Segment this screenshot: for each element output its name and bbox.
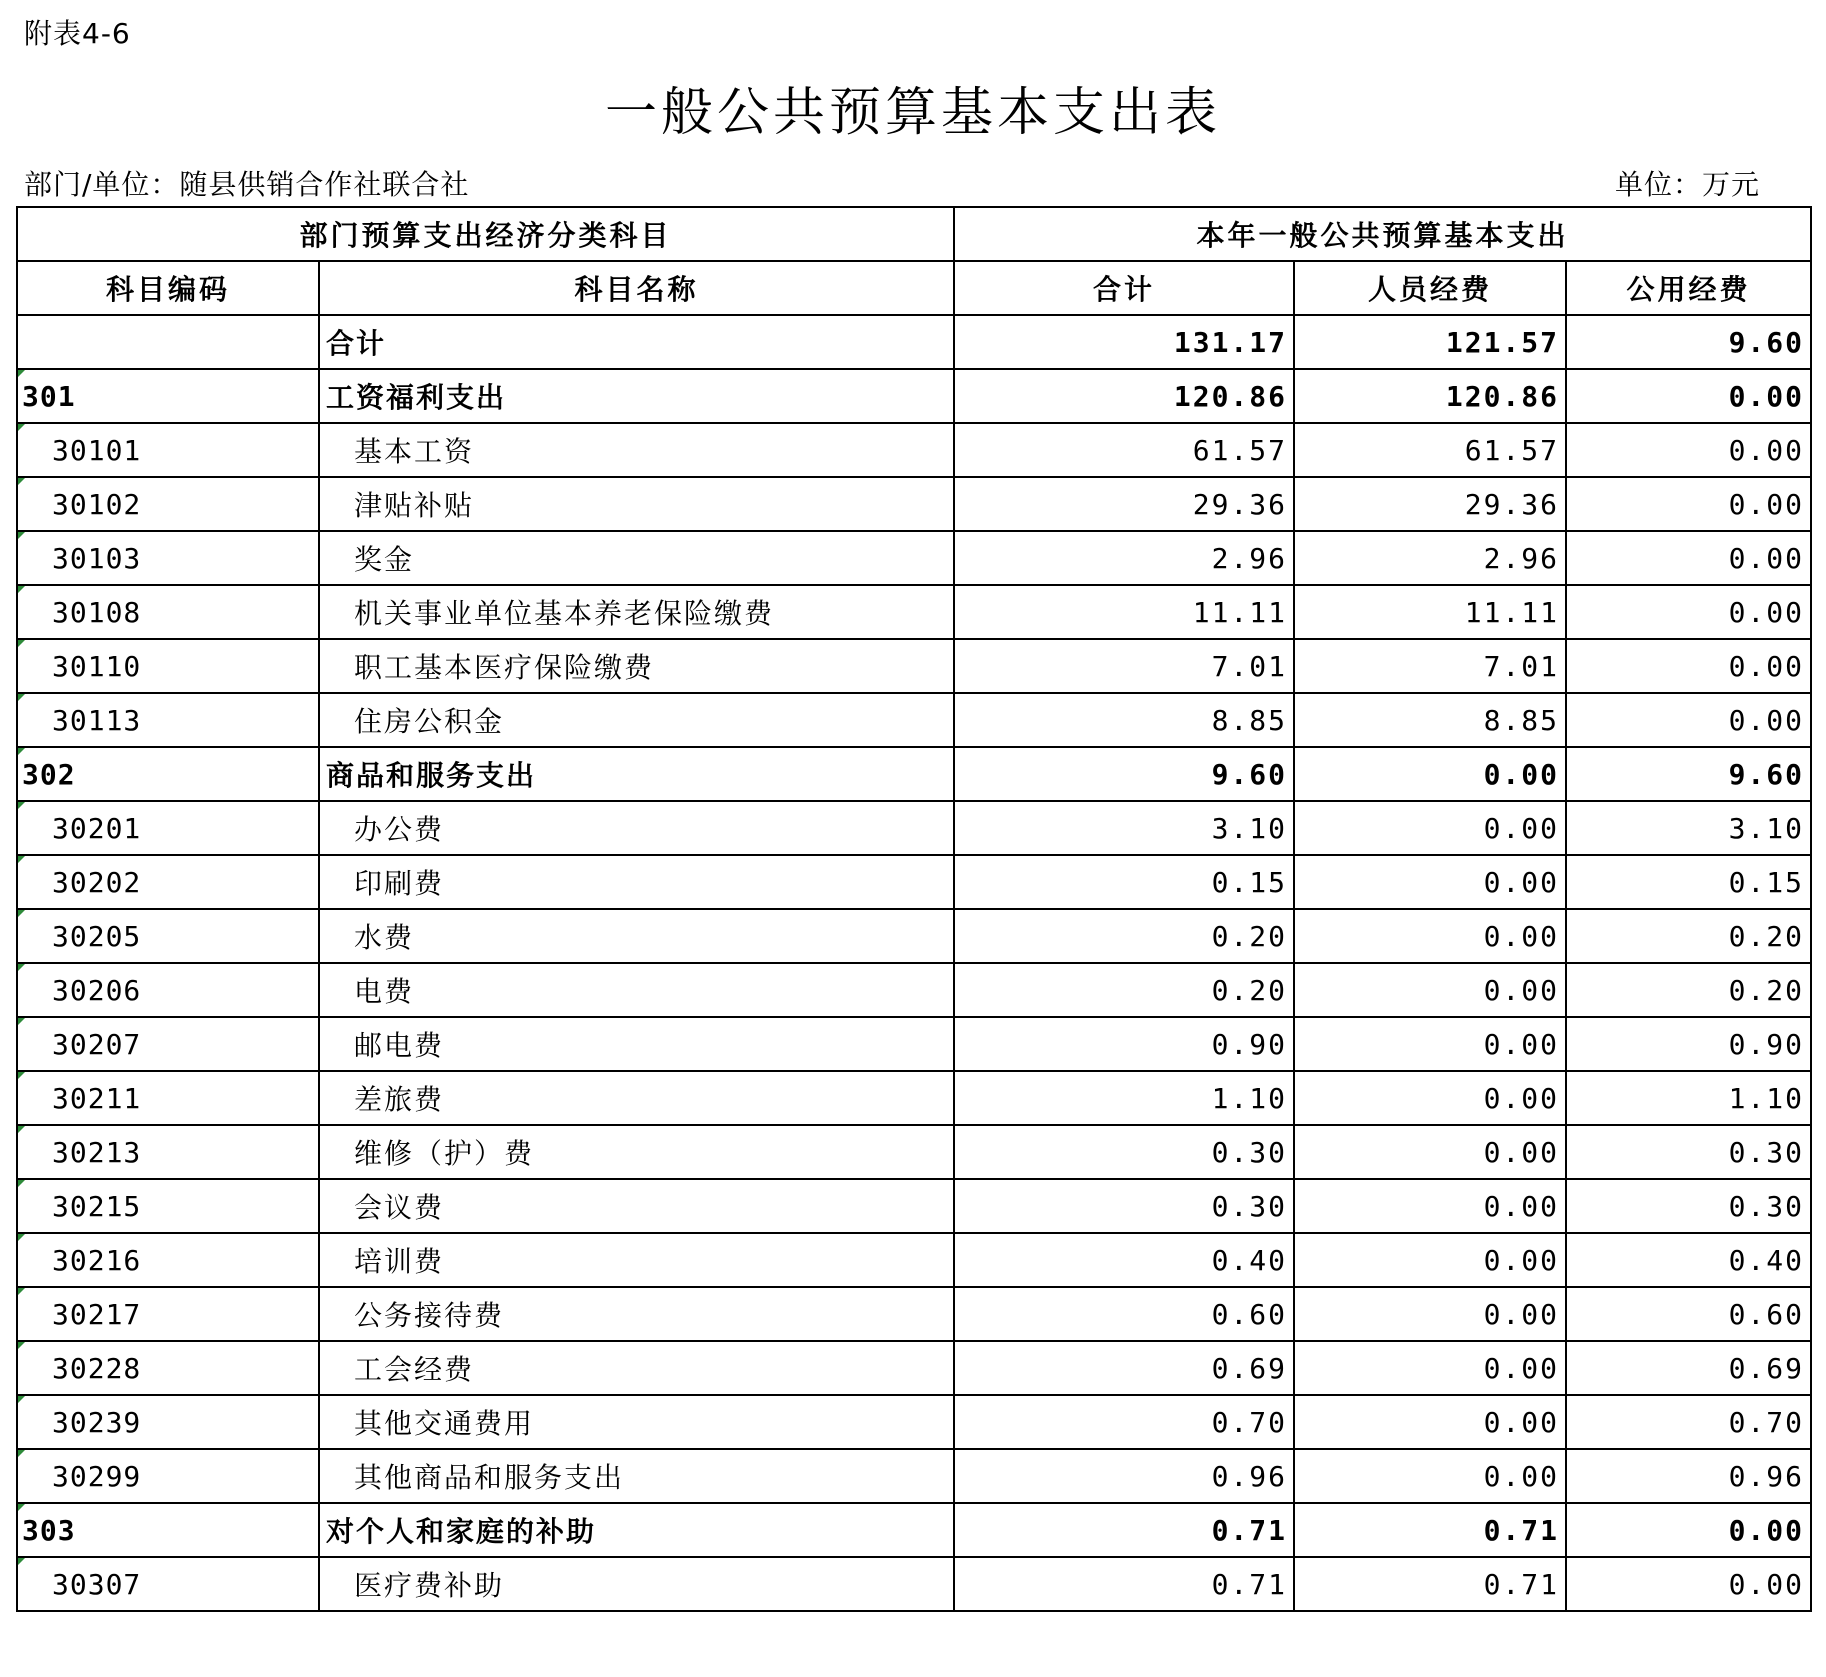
cell-name: 合计 bbox=[319, 315, 954, 369]
cell-total: 1.10 bbox=[954, 1071, 1294, 1125]
cell-code: 30228 bbox=[17, 1341, 319, 1395]
cell-code: 30207 bbox=[17, 1017, 319, 1071]
table-row bbox=[17, 1503, 1811, 1557]
cell-personnel: 0.00 bbox=[1294, 1449, 1566, 1503]
cell-name: 差旅费 bbox=[319, 1071, 954, 1125]
cell-personnel: 0.00 bbox=[1294, 1233, 1566, 1287]
cell-total: 61.57 bbox=[954, 423, 1294, 477]
header-name: 科目名称 bbox=[319, 261, 954, 315]
cell-marker-icon bbox=[18, 1504, 25, 1511]
cell-personnel: 0.00 bbox=[1294, 801, 1566, 855]
cell-public: 0.00 bbox=[1566, 477, 1811, 531]
cell-total: 0.71 bbox=[954, 1503, 1294, 1557]
cell-name: 工会经费 bbox=[319, 1341, 954, 1395]
cell-marker-icon bbox=[18, 424, 25, 431]
cell-code: 30102 bbox=[17, 477, 319, 531]
table-row bbox=[17, 531, 1811, 585]
cell-name: 其他交通费用 bbox=[319, 1395, 954, 1449]
header-code: 科目编码 bbox=[17, 261, 319, 315]
cell-name: 住房公积金 bbox=[319, 693, 954, 747]
cell-marker-icon bbox=[18, 1342, 25, 1349]
cell-name: 工资福利支出 bbox=[319, 369, 954, 423]
cell-total: 3.10 bbox=[954, 801, 1294, 855]
table-row bbox=[17, 1179, 1811, 1233]
table-row bbox=[17, 801, 1811, 855]
cell-code: 30206 bbox=[17, 963, 319, 1017]
cell-public: 9.60 bbox=[1566, 315, 1811, 369]
table-row bbox=[17, 1287, 1811, 1341]
annex-label: 附表4-6 bbox=[24, 17, 131, 50]
cell-total: 0.60 bbox=[954, 1287, 1294, 1341]
cell-marker-icon bbox=[18, 964, 25, 971]
cell-marker-icon bbox=[18, 1018, 25, 1025]
cell-public: 0.30 bbox=[1566, 1125, 1811, 1179]
cell-marker-icon bbox=[18, 1072, 25, 1079]
cell-marker-icon bbox=[18, 640, 25, 647]
table-row bbox=[17, 747, 1811, 801]
cell-public: 0.00 bbox=[1566, 639, 1811, 693]
table-row bbox=[17, 369, 1811, 423]
cell-name: 商品和服务支出 bbox=[319, 747, 954, 801]
cell-name: 会议费 bbox=[319, 1179, 954, 1233]
cell-name: 印刷费 bbox=[319, 855, 954, 909]
cell-name: 邮电费 bbox=[319, 1017, 954, 1071]
table-row bbox=[17, 693, 1811, 747]
cell-total: 0.69 bbox=[954, 1341, 1294, 1395]
cell-marker-icon bbox=[18, 694, 25, 701]
table-body bbox=[17, 315, 1811, 1611]
cell-personnel: 8.85 bbox=[1294, 693, 1566, 747]
page-title: 一般公共预算基本支出表 bbox=[604, 83, 1221, 143]
table-row bbox=[17, 1233, 1811, 1287]
header-personnel: 人员经费 bbox=[1294, 261, 1566, 315]
table-row bbox=[17, 477, 1811, 531]
cell-public: 1.10 bbox=[1566, 1071, 1811, 1125]
cell-marker-icon bbox=[18, 748, 25, 755]
cell-marker-icon bbox=[18, 856, 25, 863]
table-row bbox=[17, 1341, 1811, 1395]
cell-public: 0.20 bbox=[1566, 963, 1811, 1017]
header-group-right: 本年一般公共预算基本支出 bbox=[954, 207, 1811, 261]
header-total: 合计 bbox=[954, 261, 1294, 315]
cell-marker-icon bbox=[18, 370, 25, 377]
cell-name: 对个人和家庭的补助 bbox=[319, 1503, 954, 1557]
cell-code: 30202 bbox=[17, 855, 319, 909]
cell-public: 0.70 bbox=[1566, 1395, 1811, 1449]
cell-total: 2.96 bbox=[954, 531, 1294, 585]
cell-marker-icon bbox=[18, 802, 25, 809]
cell-personnel: 0.00 bbox=[1294, 963, 1566, 1017]
cell-public: 0.15 bbox=[1566, 855, 1811, 909]
cell-marker-icon bbox=[18, 1558, 25, 1565]
cell-marker-icon bbox=[18, 910, 25, 917]
cell-total: 0.30 bbox=[954, 1179, 1294, 1233]
table-row bbox=[17, 1449, 1811, 1503]
cell-personnel: 2.96 bbox=[1294, 531, 1566, 585]
header-group-left: 部门预算支出经济分类科目 bbox=[17, 207, 954, 261]
cell-marker-icon bbox=[18, 1126, 25, 1133]
cell-code: 30239 bbox=[17, 1395, 319, 1449]
cell-name: 职工基本医疗保险缴费 bbox=[319, 639, 954, 693]
cell-name: 医疗费补助 bbox=[319, 1557, 954, 1611]
cell-code: 30213 bbox=[17, 1125, 319, 1179]
cell-code: 30217 bbox=[17, 1287, 319, 1341]
cell-code: 30215 bbox=[17, 1179, 319, 1233]
cell-public: 0.00 bbox=[1566, 423, 1811, 477]
cell-personnel: 7.01 bbox=[1294, 639, 1566, 693]
cell-total: 29.36 bbox=[954, 477, 1294, 531]
cell-name: 水费 bbox=[319, 909, 954, 963]
cell-code: 301 bbox=[17, 369, 319, 423]
cell-name: 培训费 bbox=[319, 1233, 954, 1287]
cell-marker-icon bbox=[18, 1180, 25, 1187]
cell-code: 30307 bbox=[17, 1557, 319, 1611]
cell-personnel: 0.00 bbox=[1294, 855, 1566, 909]
cell-total: 7.01 bbox=[954, 639, 1294, 693]
cell-public: 0.90 bbox=[1566, 1017, 1811, 1071]
cell-code: 30216 bbox=[17, 1233, 319, 1287]
table-row bbox=[17, 1125, 1811, 1179]
cell-total: 0.96 bbox=[954, 1449, 1294, 1503]
cell-code: 303 bbox=[17, 1503, 319, 1557]
cell-code bbox=[17, 315, 319, 369]
cell-personnel: 0.00 bbox=[1294, 1179, 1566, 1233]
cell-personnel: 0.71 bbox=[1294, 1557, 1566, 1611]
cell-marker-icon bbox=[18, 478, 25, 485]
cell-personnel: 0.00 bbox=[1294, 1017, 1566, 1071]
cell-total: 0.71 bbox=[954, 1557, 1294, 1611]
cell-marker-icon bbox=[18, 1450, 25, 1457]
cell-code: 30103 bbox=[17, 531, 319, 585]
unit-label: 单位：万元 bbox=[1615, 168, 1761, 201]
cell-total: 8.85 bbox=[954, 693, 1294, 747]
cell-marker-icon bbox=[18, 532, 25, 539]
cell-public: 0.69 bbox=[1566, 1341, 1811, 1395]
cell-public: 0.00 bbox=[1566, 1557, 1811, 1611]
cell-personnel: 0.00 bbox=[1294, 1071, 1566, 1125]
cell-total: 11.11 bbox=[954, 585, 1294, 639]
cell-personnel: 0.71 bbox=[1294, 1503, 1566, 1557]
cell-personnel: 0.00 bbox=[1294, 909, 1566, 963]
header-public: 公用经费 bbox=[1566, 261, 1811, 315]
cell-public: 0.00 bbox=[1566, 585, 1811, 639]
table-row bbox=[17, 909, 1811, 963]
cell-personnel: 61.57 bbox=[1294, 423, 1566, 477]
cell-name: 奖金 bbox=[319, 531, 954, 585]
table-row bbox=[17, 423, 1811, 477]
cell-total: 0.30 bbox=[954, 1125, 1294, 1179]
cell-name: 电费 bbox=[319, 963, 954, 1017]
cell-public: 0.40 bbox=[1566, 1233, 1811, 1287]
cell-total: 9.60 bbox=[954, 747, 1294, 801]
cell-name: 基本工资 bbox=[319, 423, 954, 477]
cell-public: 9.60 bbox=[1566, 747, 1811, 801]
cell-public: 0.60 bbox=[1566, 1287, 1811, 1341]
budget-table bbox=[16, 206, 1812, 1612]
table-row bbox=[17, 963, 1811, 1017]
cell-public: 0.20 bbox=[1566, 909, 1811, 963]
cell-name: 津贴补贴 bbox=[319, 477, 954, 531]
table-row bbox=[17, 639, 1811, 693]
department-label: 部门/单位：随县供销合作社联合社 bbox=[24, 168, 470, 201]
cell-total: 0.20 bbox=[954, 909, 1294, 963]
table-row bbox=[17, 585, 1811, 639]
cell-name: 办公费 bbox=[319, 801, 954, 855]
cell-code: 30101 bbox=[17, 423, 319, 477]
cell-code: 30299 bbox=[17, 1449, 319, 1503]
cell-public: 0.96 bbox=[1566, 1449, 1811, 1503]
cell-personnel: 0.00 bbox=[1294, 747, 1566, 801]
cell-public: 0.00 bbox=[1566, 693, 1811, 747]
cell-name: 机关事业单位基本养老保险缴费 bbox=[319, 585, 954, 639]
cell-total: 0.40 bbox=[954, 1233, 1294, 1287]
cell-name: 其他商品和服务支出 bbox=[319, 1449, 954, 1503]
cell-personnel: 0.00 bbox=[1294, 1125, 1566, 1179]
cell-code: 30108 bbox=[17, 585, 319, 639]
cell-marker-icon bbox=[18, 586, 25, 593]
cell-public: 3.10 bbox=[1566, 801, 1811, 855]
cell-code: 30113 bbox=[17, 693, 319, 747]
cell-code: 302 bbox=[17, 747, 319, 801]
cell-name: 维修（护）费 bbox=[319, 1125, 954, 1179]
cell-personnel: 0.00 bbox=[1294, 1287, 1566, 1341]
table-row bbox=[17, 315, 1811, 369]
cell-code: 30201 bbox=[17, 801, 319, 855]
cell-personnel: 121.57 bbox=[1294, 315, 1566, 369]
table-row bbox=[17, 1557, 1811, 1611]
cell-code: 30110 bbox=[17, 639, 319, 693]
cell-personnel: 11.11 bbox=[1294, 585, 1566, 639]
table-row bbox=[17, 1017, 1811, 1071]
cell-public: 0.00 bbox=[1566, 369, 1811, 423]
table-row bbox=[17, 1395, 1811, 1449]
cell-total: 120.86 bbox=[954, 369, 1294, 423]
cell-total: 0.15 bbox=[954, 855, 1294, 909]
cell-code: 30205 bbox=[17, 909, 319, 963]
cell-marker-icon bbox=[18, 1288, 25, 1295]
cell-personnel: 120.86 bbox=[1294, 369, 1566, 423]
cell-total: 0.70 bbox=[954, 1395, 1294, 1449]
cell-public: 0.00 bbox=[1566, 531, 1811, 585]
cell-total: 0.90 bbox=[954, 1017, 1294, 1071]
cell-code: 30211 bbox=[17, 1071, 319, 1125]
cell-public: 0.30 bbox=[1566, 1179, 1811, 1233]
cell-total: 0.20 bbox=[954, 963, 1294, 1017]
table-row bbox=[17, 855, 1811, 909]
cell-total: 131.17 bbox=[954, 315, 1294, 369]
cell-marker-icon bbox=[18, 1396, 25, 1403]
cell-personnel: 0.00 bbox=[1294, 1341, 1566, 1395]
cell-personnel: 29.36 bbox=[1294, 477, 1566, 531]
cell-name: 公务接待费 bbox=[319, 1287, 954, 1341]
cell-personnel: 0.00 bbox=[1294, 1395, 1566, 1449]
cell-marker-icon bbox=[18, 1234, 25, 1241]
table-row bbox=[17, 1071, 1811, 1125]
cell-public: 0.00 bbox=[1566, 1503, 1811, 1557]
